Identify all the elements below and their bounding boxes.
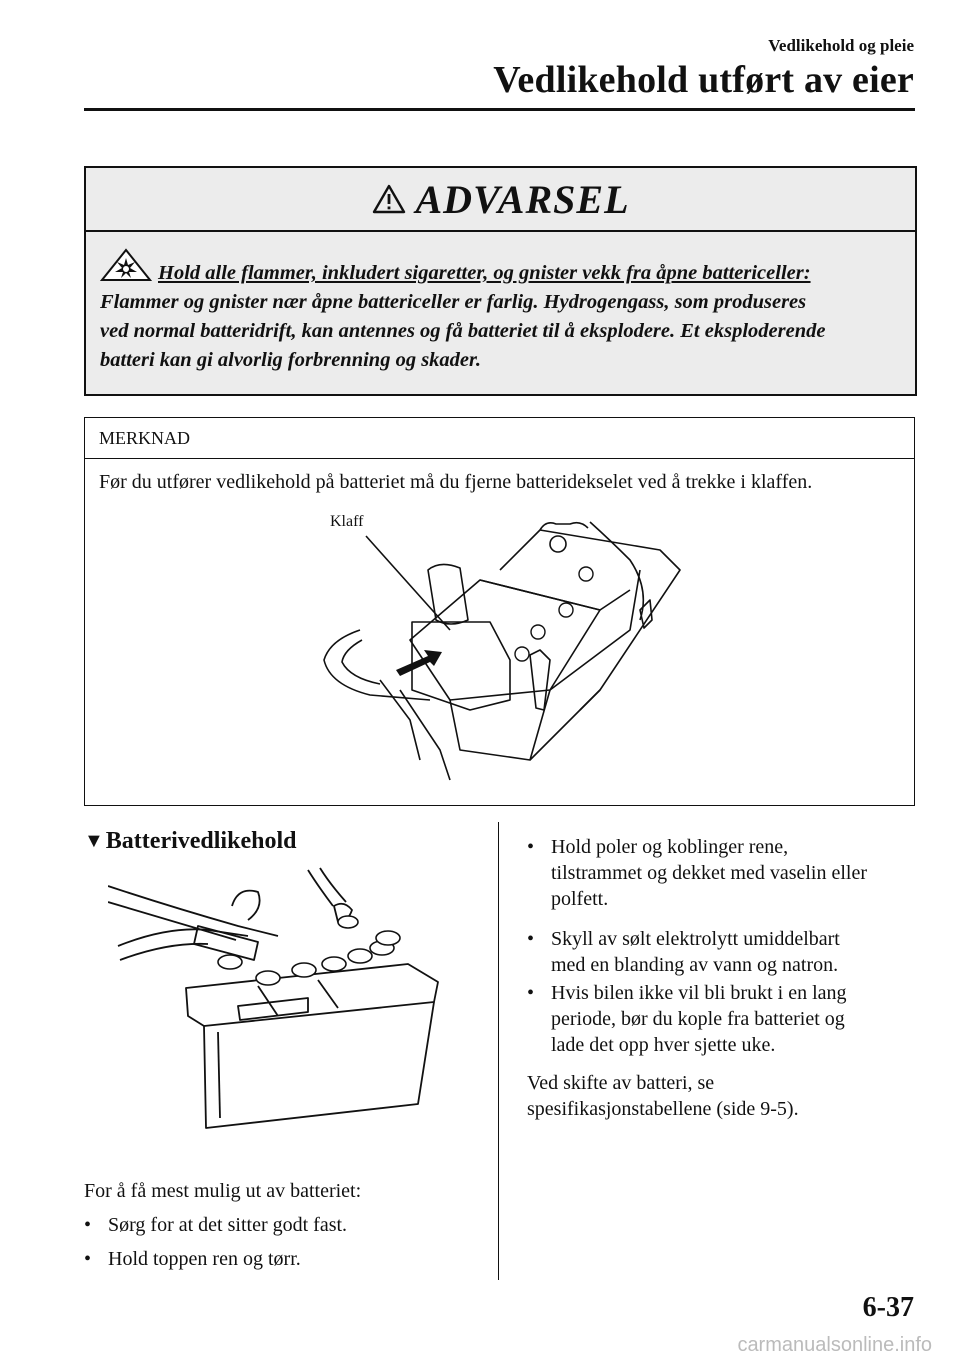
page-number: 6-37 — [862, 1292, 914, 1323]
section-marker-icon: ▼ — [84, 830, 104, 852]
column-divider — [498, 822, 499, 1280]
warning-lead: Hold alle flammer, inkludert sigaretter, og gnister vekk fra åpne battericeller: — [158, 262, 811, 284]
list-item — [84, 1212, 347, 1238]
list-item-text — [551, 980, 847, 1058]
list-item-text: Hold toppen ren og tørr. — [108, 1248, 301, 1270]
list-item — [527, 834, 867, 912]
list-item — [527, 926, 840, 978]
list-item-line: Hvis bilen ikke vil bli brukt i en lang — [551, 982, 847, 1004]
warning-triangle-icon — [372, 184, 406, 214]
list-item-line: Skyll av sølt elektrolytt umiddelbart — [551, 928, 840, 950]
bullet-icon: • — [527, 836, 535, 858]
closing-line: Ved skifte av batteri, se — [527, 1072, 715, 1094]
section-title: Vedlikehold utført av eier — [493, 59, 914, 101]
battery-section-title — [84, 828, 296, 855]
list-item-line: tilstrammet og dekket med vaselin eller — [551, 862, 868, 884]
warning-header — [86, 168, 915, 232]
note-text: Før du utfører vedlikehold på batteriet må du fjerne batteridekselet ved å trekke i klaffen. — [99, 471, 813, 493]
closing-text — [527, 1070, 799, 1122]
list-item-text — [551, 834, 867, 912]
warning-box — [84, 166, 917, 396]
bullet-icon: • — [527, 928, 535, 950]
watermark: carmanualsonline.info — [737, 1334, 932, 1356]
battery-cover-illustration — [300, 510, 690, 790]
battery-cleaning-illustration — [108, 866, 446, 1142]
list-item-text — [551, 926, 840, 978]
list-item-line: Hold poler og koblinger rene, — [551, 836, 789, 858]
battery-section-title-text: Batterivedlikehold — [105, 828, 297, 854]
list-item-line: med en blanding av vann og natron. — [551, 954, 839, 976]
list-item — [527, 980, 847, 1058]
bullet-icon: • — [84, 1248, 92, 1270]
list-item — [84, 1246, 301, 1272]
warning-title: ADVARSEL — [415, 176, 630, 222]
list-item-line: periode, bør du kople fra batteriet og — [551, 1008, 845, 1030]
header-rule — [84, 108, 915, 111]
closing-line: spesifikasjonstabellene (side 9-5). — [527, 1098, 799, 1120]
list-item-line: polfett. — [551, 888, 609, 910]
explosion-hazard-icon — [100, 248, 152, 282]
note-title: MERKNAD — [85, 418, 914, 459]
warning-line: ved normal batteridrift, kan antennes og få batteriet til å eksplodere. Et eksploderende — [100, 320, 826, 342]
bullet-icon: • — [84, 1214, 92, 1236]
figure-label-klaff: Klaff — [330, 513, 364, 530]
list-item-text: Sørg for at det sitter godt fast. — [108, 1214, 348, 1236]
bullet-icon: • — [527, 982, 535, 1004]
warning-body — [86, 232, 915, 375]
chapter-title: Vedlikehold og pleie — [768, 36, 914, 55]
warning-line: batteri kan gi alvorlig forbrenning og skader. — [100, 349, 482, 371]
list-item-line: lade det opp hver sjette uke. — [551, 1034, 776, 1056]
warning-line: Flammer og gnister nær åpne battericeller er farlig. Hydrogengass, som produseres — [100, 291, 807, 313]
battery-intro: For å få mest mulig ut av batteriet: — [84, 1180, 362, 1202]
